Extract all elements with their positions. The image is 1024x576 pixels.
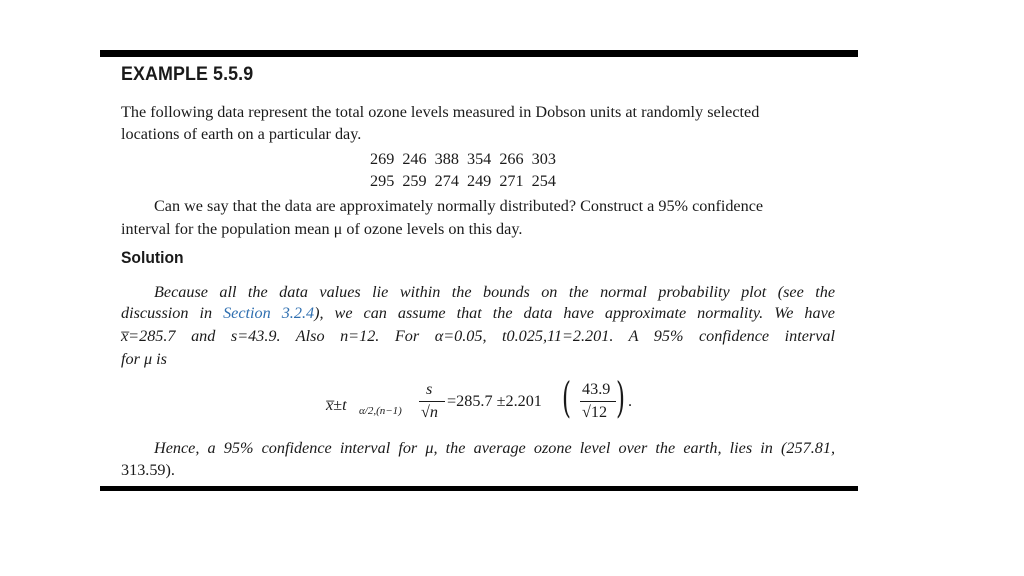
eq-lhs: x̅±t (326, 396, 347, 414)
solution-title: Solution (121, 248, 184, 267)
solution-line-4: for μ is (121, 350, 167, 368)
solution-line-2: discussion in Section 3.2.4), we can assume that the data have approximate normality. We have (121, 304, 835, 322)
eq-frac-numerator: s (426, 380, 433, 398)
eq-frac-denominator: √n (421, 403, 438, 421)
top-rule (100, 50, 858, 57)
solution-line-3: x̅=285.7 and s=43.9. Also n=12. For α=0.05, t0.025,11=2.201. A 95% confidence interval (121, 327, 835, 345)
solution-line-1: Because all the data values lie within the bounds on the normal probability plot (see the (154, 283, 835, 301)
eq-paren-numerator: 43.9 (582, 380, 611, 398)
example-title: EXAMPLE 5.5.9 (121, 64, 254, 85)
section-link[interactable]: Section 3.2.4 (223, 304, 315, 322)
data-row-2: 295 259 274 249 271 254 (370, 172, 556, 190)
intro-line-1: The following data represent the total ozone levels measured in Dobson units at randomly selected (121, 103, 760, 121)
conclusion-line-1: Hence, a 95% confidence interval for μ, the average ozone level over the earth, lies in (257.81, (154, 439, 835, 457)
eq-paren-denominator: √12 (582, 403, 608, 421)
bottom-rule (100, 486, 858, 491)
eq-lhs-subscript: α/2,(n−1) (359, 405, 402, 417)
data-row-1: 269 246 388 354 266 303 (370, 150, 556, 168)
eq-paren-frac-bar (580, 401, 616, 402)
eq-frac-bar (419, 401, 445, 402)
conclusion-line-2: 313.59). (121, 461, 175, 479)
question-line-2: interval for the population mean μ of ozone levels on this day. (121, 220, 523, 238)
question-line-1: Can we say that the data are approximately normally distributed? Construct a 95% confidence (154, 197, 764, 215)
eq-end: . (628, 392, 633, 410)
confidence-interval-equation (326, 373, 646, 430)
eq-right-paren: ) (616, 373, 626, 422)
intro-line-2: locations of earth on a particular day. (121, 125, 362, 143)
eq-left-paren: ( (562, 373, 572, 422)
eq-middle: =285.7 ±2.201 (447, 392, 542, 410)
